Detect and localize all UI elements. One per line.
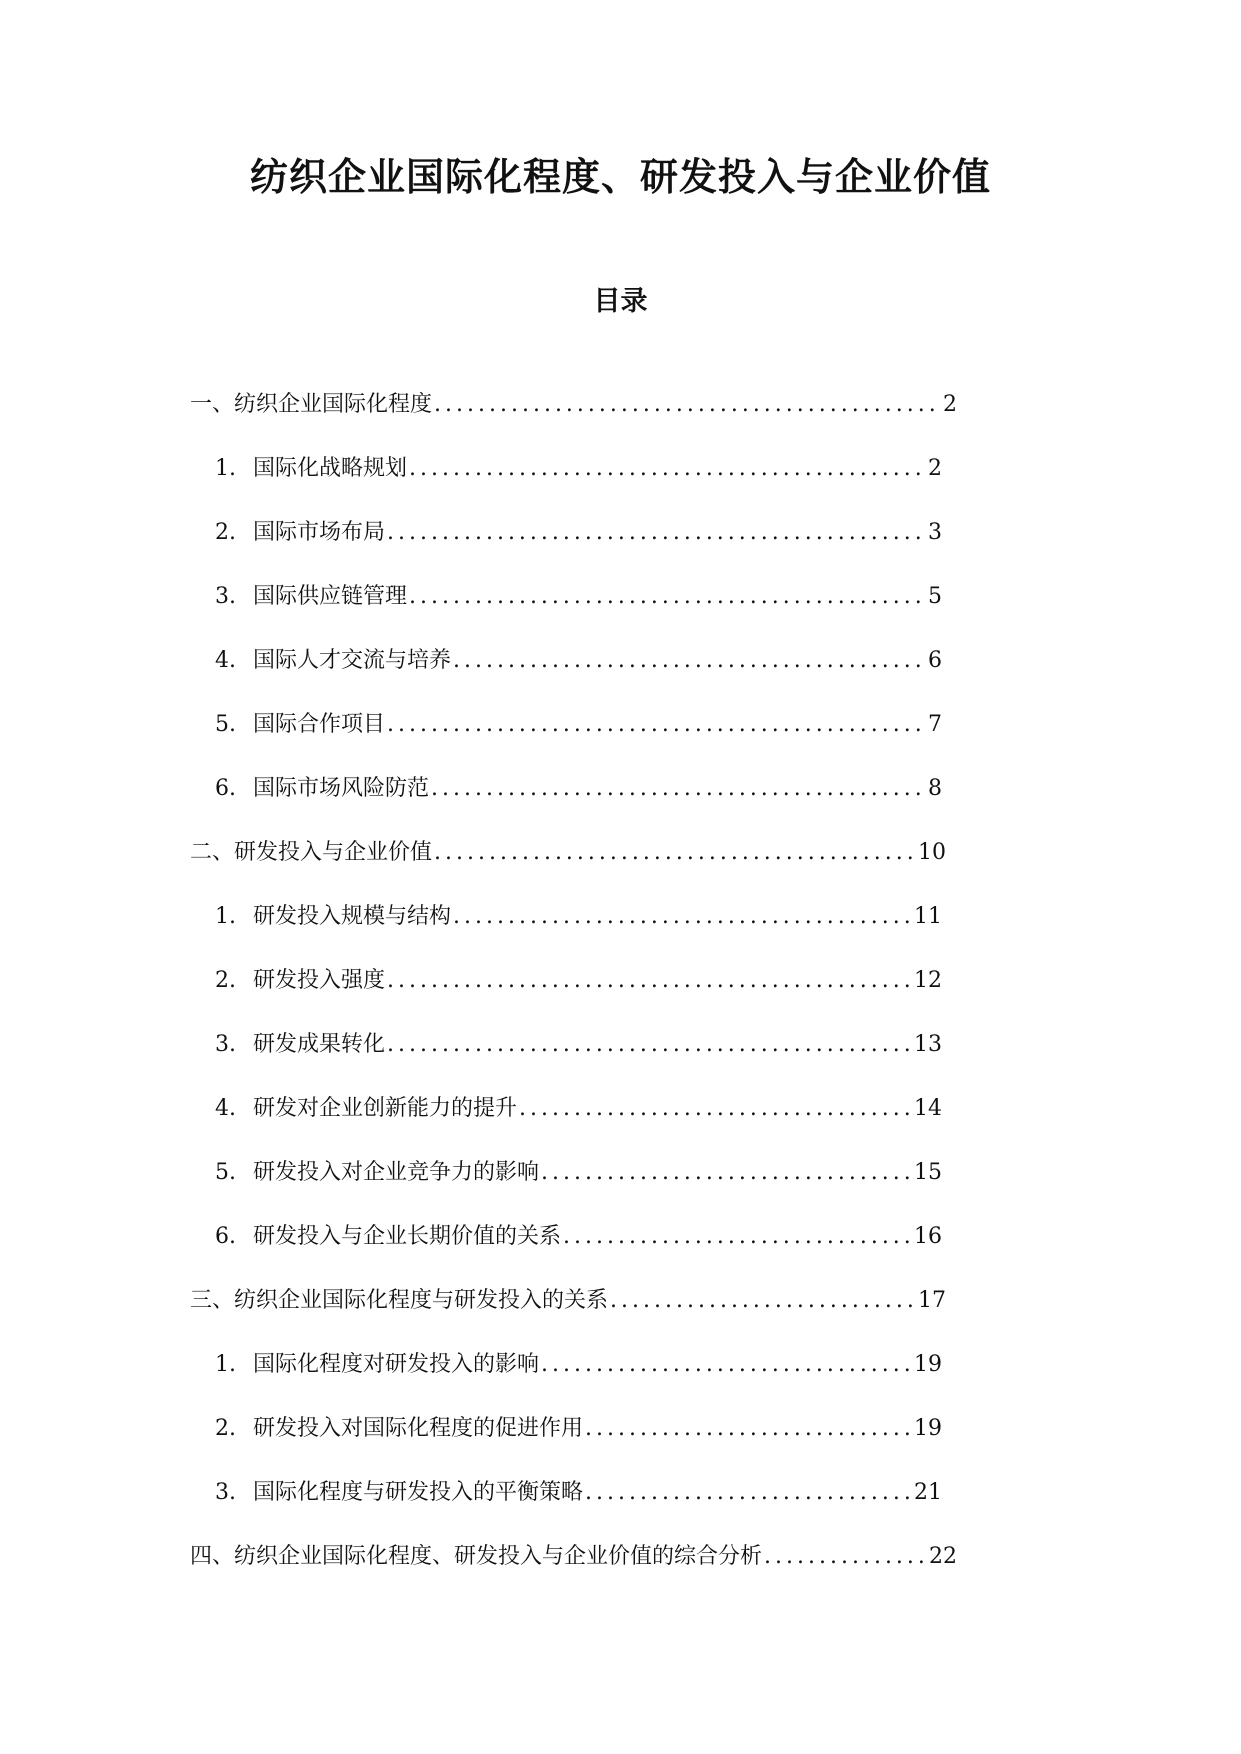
toc-entry-title: 研发投入与企业长期价值的关系 [253, 1224, 562, 1249]
toc-entry-subsection[interactable] [215, 449, 942, 489]
toc-entry-subsection[interactable] [215, 1217, 942, 1257]
toc-dot-leader [387, 513, 926, 553]
toc-entry-number: 3. [215, 1032, 236, 1057]
toc-entry-number: 5. [215, 712, 236, 737]
toc-entry-number: 3. [215, 584, 236, 609]
toc-page-number: 2 [928, 456, 942, 481]
toc-entry-section[interactable] [190, 385, 957, 425]
toc-dot-leader [434, 385, 941, 425]
toc-heading: 目录 [593, 286, 648, 317]
toc-page-number: 11 [914, 904, 942, 929]
document-title: 纺织企业国际化程度、研发投入与企业价值 [249, 154, 991, 199]
toc-entry-subsection[interactable] [215, 961, 942, 1001]
toc-dot-leader [585, 1409, 912, 1449]
toc-dot-leader [387, 705, 926, 745]
toc-entry-subsection[interactable] [215, 577, 942, 617]
toc-dot-leader [409, 449, 926, 489]
toc-page-number: 2 [943, 392, 957, 417]
toc-dot-leader [453, 641, 926, 681]
toc-entry-title: 二、研发投入与企业价值 [190, 840, 433, 865]
toc-entry-subsection[interactable] [215, 897, 942, 937]
toc-entry-title: 研发成果转化 [253, 1032, 386, 1057]
toc-dot-leader [563, 1217, 912, 1257]
toc-entry-number: 4. [215, 648, 236, 673]
toc-entry-title: 四、纺织企业国际化程度、研发投入与企业价值的综合分析 [190, 1544, 763, 1569]
toc-entry-section[interactable] [190, 1537, 957, 1577]
toc-entry-section[interactable] [190, 833, 946, 873]
toc-entry-subsection[interactable] [215, 769, 942, 809]
toc-entry-number: 2. [215, 520, 236, 545]
toc-entry-subsection[interactable] [215, 513, 942, 553]
toc-dot-leader [387, 1025, 912, 1065]
toc-entry-title: 国际化程度与研发投入的平衡策略 [253, 1480, 584, 1505]
toc-entry-title: 研发投入对企业竞争力的影响 [253, 1160, 540, 1185]
toc-dot-leader [434, 833, 916, 873]
toc-entry-number: 6. [215, 1224, 236, 1249]
toc-page-number: 5 [928, 584, 942, 609]
toc-dot-leader [409, 577, 926, 617]
toc-entry-title: 一、纺织企业国际化程度 [190, 392, 433, 417]
toc-entry-subsection[interactable] [215, 1345, 942, 1385]
toc-entry-title: 国际化程度对研发投入的影响 [253, 1352, 540, 1377]
toc-entry-section[interactable] [190, 1281, 946, 1321]
toc-dot-leader [387, 961, 912, 1001]
toc-dot-leader [541, 1153, 912, 1193]
toc-entry-number: 2. [215, 968, 236, 993]
toc-page-number: 16 [914, 1224, 942, 1249]
toc-page-number: 3 [928, 520, 942, 545]
toc-page-number: 15 [914, 1160, 942, 1185]
toc-entry-number: 6. [215, 776, 236, 801]
toc-page-number: 14 [914, 1096, 942, 1121]
toc-entry-number: 5. [215, 1160, 236, 1185]
toc-entry-number: 2. [215, 1416, 236, 1441]
toc-page-number: 13 [914, 1032, 942, 1057]
toc-dot-leader [610, 1281, 916, 1321]
toc-page-number: 10 [918, 840, 946, 865]
toc-page-number: 19 [914, 1352, 942, 1377]
toc-entry-subsection[interactable] [215, 1153, 942, 1193]
toc-entry-number: 1. [215, 1352, 236, 1377]
toc-entry-subsection[interactable] [215, 1473, 942, 1513]
toc-entry-title: 国际人才交流与培养 [253, 648, 452, 673]
toc-page-number: 7 [928, 712, 942, 737]
toc-dot-leader [453, 897, 912, 937]
toc-entry-title: 国际化战略规划 [253, 456, 408, 481]
toc-entry-subsection[interactable] [215, 641, 942, 681]
toc-page-number: 17 [918, 1288, 946, 1313]
toc-entry-subsection[interactable] [215, 1025, 942, 1065]
toc-page-number: 8 [928, 776, 942, 801]
toc-entry-subsection[interactable] [215, 1089, 942, 1129]
toc-entry-title: 研发对企业创新能力的提升 [253, 1096, 518, 1121]
toc-entry-title: 研发投入对国际化程度的促进作用 [253, 1416, 584, 1441]
toc-page-number: 19 [914, 1416, 942, 1441]
toc-entry-title: 国际供应链管理 [253, 584, 408, 609]
toc-entry-number: 4. [215, 1096, 236, 1121]
toc-entry-title: 三、纺织企业国际化程度与研发投入的关系 [190, 1288, 609, 1313]
toc-dot-leader [431, 769, 926, 809]
toc-page-number: 6 [928, 648, 942, 673]
toc-dot-leader [541, 1345, 912, 1385]
toc-page-number: 21 [914, 1480, 942, 1505]
toc-dot-leader [585, 1473, 912, 1513]
toc-entry-title: 研发投入强度 [253, 968, 386, 993]
toc-entry-subsection[interactable] [215, 705, 942, 745]
toc-entry-title: 国际合作项目 [253, 712, 386, 737]
toc-entry-subsection[interactable] [215, 1409, 942, 1449]
toc-entry-title: 国际市场布局 [253, 520, 386, 545]
toc-entry-title: 研发投入规模与结构 [253, 904, 452, 929]
toc-page-number: 12 [914, 968, 942, 993]
toc-entry-number: 3. [215, 1480, 236, 1505]
toc-entry-number: 1. [215, 904, 236, 929]
toc-dot-leader [764, 1537, 927, 1577]
toc-dot-leader [519, 1089, 912, 1129]
toc-entry-number: 1. [215, 456, 236, 481]
toc-entry-title: 国际市场风险防范 [253, 776, 430, 801]
toc-page-number: 22 [929, 1544, 957, 1569]
